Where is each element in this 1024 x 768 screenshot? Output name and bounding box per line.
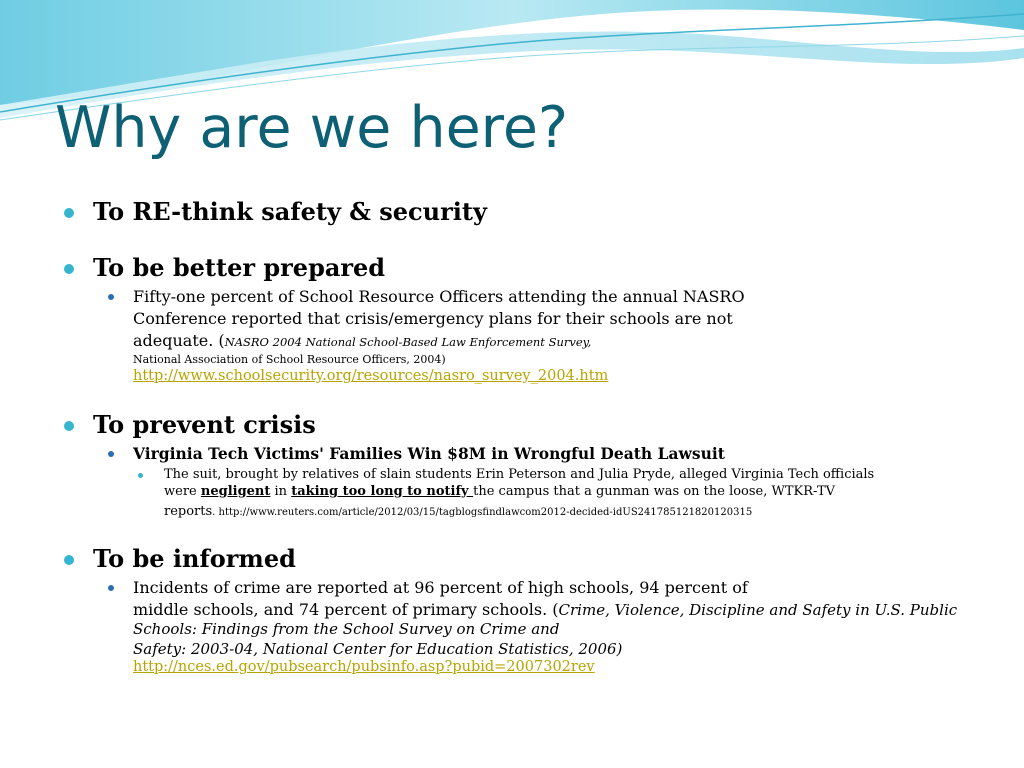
heading-be-informed: To be informed [93,544,296,573]
virginia-tech-headline: Virginia Tech Victims' Families Win $8M in Wrongful Death Lawsuit [133,444,725,463]
nasro-survey-link[interactable]: http://www.schoolsecurity.org/resources/nasro_survey_2004.htm [133,368,609,384]
crime-source-title: Crime, Violence, Discipline and Safety in U.S. Public [558,601,958,619]
slide-title: Why are we here? [55,95,569,161]
crime-text-line: Incidents of crime are reported at 96 percent of high schools, 94 percent of [133,578,748,597]
nces-link[interactable]: http://nces.ed.gov/pubsearch/pubsinfo.asp?pubid=2007302rev [133,659,595,675]
nasro-text-line: Fifty-one percent of School Resource Officers attending the annual NASRO [133,287,745,306]
sub-bullet-icon [108,585,114,591]
lawsuit-text-line: The suit, brought by relatives of slain students Erin Peterson and Julia Pryde, alleged Virginia Tech officials [164,467,875,482]
lawsuit-source-line [164,500,752,520]
bullet-icon [64,208,74,218]
sub-sub-bullet-icon [138,473,143,478]
heading-prevent-crisis: To prevent crisis [93,410,316,439]
sub-bullet-icon [108,451,114,457]
lawsuit-text-line [164,484,835,500]
too-long-emphasis: taking too long to notify [291,484,474,499]
reuters-url: . http://www.reuters.com/article/2012/03/15/tagblogsfindlawcom2012-decided-idUS241785121820120315 [212,507,753,518]
heading-rethink-safety: To RE-think safety & security [93,197,487,226]
crime-text-line [133,600,957,620]
crime-text-fragment: middle schools, and 74 percent of primary schools. ( [133,600,559,619]
nasro-text-fragment: adequate. ( [133,331,225,350]
bullet-icon [64,555,74,565]
lawsuit-text-fragment: were [164,484,201,499]
nasro-source-org: National Association of School Resource Officers, 2004) [133,353,446,366]
heading-better-prepared: To be better prepared [93,253,386,282]
lawsuit-text-fragment: the campus that a gunman was on the loose, WTKR-TV [473,484,836,499]
nasro-source-line [133,331,591,351]
bullet-icon [64,264,74,274]
crime-source-line: Schools: Findings from the School Survey on Crime and [133,620,560,638]
lawsuit-text-fragment: in [270,484,292,499]
negligent-emphasis: negligent [200,484,271,499]
nasro-text-line: Conference reported that crisis/emergency plans for their schools are not [133,309,733,328]
lawsuit-text-fragment: reports [164,504,213,519]
crime-source-line: Safety: 2003-04, National Center for Education Statistics, 2006) [133,640,623,658]
sub-bullet-icon [108,294,114,300]
bullet-icon [64,421,74,431]
nasro-source-title: NASRO 2004 National School-Based Law Enforcement Survey, [224,335,592,349]
